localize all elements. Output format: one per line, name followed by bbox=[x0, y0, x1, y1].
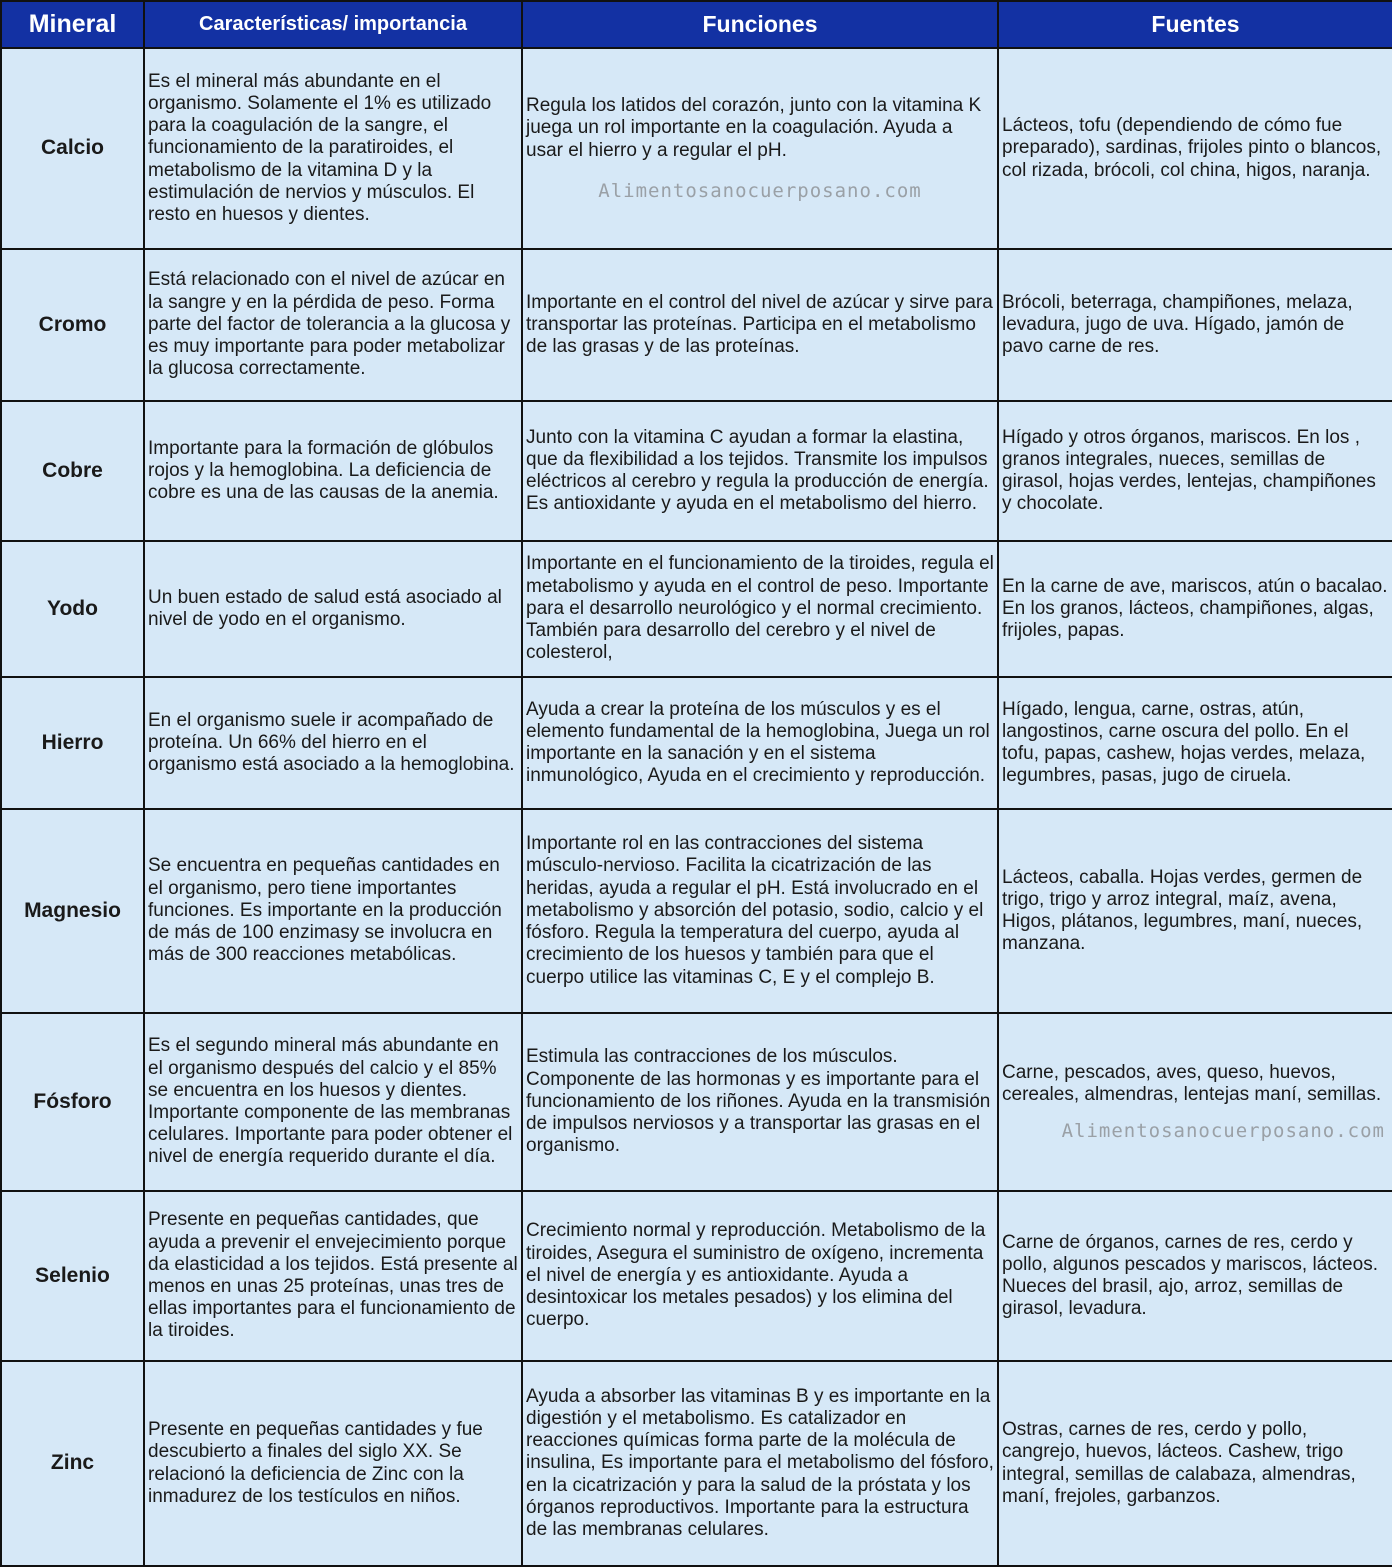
mineral-cell bbox=[1, 541, 144, 677]
funciones-cell bbox=[522, 1191, 998, 1361]
header-fuentes: Fuentes bbox=[998, 1, 1392, 48]
mineral-cell bbox=[1, 677, 144, 809]
mineral-name: Cromo bbox=[38, 312, 107, 336]
mineral-name: Cobre bbox=[42, 458, 103, 482]
caracteristicas-cell bbox=[144, 677, 522, 809]
caracteristicas-cell bbox=[144, 48, 522, 249]
funciones-cell bbox=[522, 1013, 998, 1191]
mineral-name: Yodo bbox=[47, 596, 98, 620]
caracteristicas-cell bbox=[144, 541, 522, 677]
fuentes-cell bbox=[998, 249, 1392, 401]
funciones-text: Importante en el control del nivel de azúcar y sirve para transportar las proteínas. Participa en el metabolismo de las grasas y de las proteínas. bbox=[526, 291, 993, 358]
fuentes-text: Carne, pescados, aves, queso, huevos, cereales, almendras, lentejas maní, semillas. bbox=[1002, 1061, 1382, 1105]
table-row bbox=[1, 48, 1392, 249]
header-caracteristicas: Características/ importancia bbox=[144, 1, 522, 48]
fuentes-cell bbox=[998, 1361, 1392, 1566]
funciones-cell bbox=[522, 249, 998, 401]
mineral-name: Zinc bbox=[50, 1451, 95, 1475]
mineral-cell bbox=[1, 1013, 144, 1191]
site-watermark: Alimentosanocuerposano.com bbox=[598, 179, 922, 202]
table-row bbox=[1, 1013, 1392, 1191]
fuentes-text: Hígado y otros órganos, mariscos. En los , granos integrales, nueces, semillas de girasol, hojas verdes, lentejas, champiñones y chocolate. bbox=[1002, 426, 1376, 515]
funciones-text: Estimula las contracciones de los músculos. Componente de las hormonas y es importante para el funcionamiento de los riñones. Ayuda en la transmisión de impulsos nerviosos y a transportar las grasas en el organismo. bbox=[526, 1046, 991, 1157]
table-row bbox=[1, 541, 1392, 677]
funciones-text: Ayuda a crear la proteína de los músculos y es el elemento fundamental de la hemoglobina, Juega un rol importante en la sanación y en el sistema inmunológico, Ayuda en el crecimiento y reproducción. bbox=[526, 698, 990, 787]
mineral-cell bbox=[1, 249, 144, 401]
caracteristicas-text: Importante para la formación de glóbulos rojos y la hemoglobina. La deficiencia de cobre es una de las causas de la anemia. bbox=[148, 437, 499, 504]
mineral-cell bbox=[1, 48, 144, 249]
funciones-cell bbox=[522, 1361, 998, 1566]
table-header bbox=[1, 1, 1392, 48]
table-row bbox=[1, 809, 1392, 1013]
fuentes-cell bbox=[998, 1191, 1392, 1361]
mineral-name: Selenio bbox=[35, 1263, 110, 1287]
fuentes-text: Ostras, carnes de res, cerdo y pollo, cangrejo, huevos, lácteos. Cashew, trigo integral, semillas de calabaza, almendras, maní, frejoles, garbanzos. bbox=[1002, 1419, 1356, 1507]
caracteristicas-text: Es el segundo mineral más abundante en el organismo después del calcio y el 85% se encuentra en los huesos y dientes. Importante componente de las membranas celulares. Importante para poder obtener el nivel de energía requerido durante el día. bbox=[148, 1035, 513, 1168]
fuentes-text: En la carne de ave, mariscos, atún o bacalao. En los granos, lácteos, champiñones, algas, frijoles, papas. bbox=[1002, 575, 1388, 642]
header-funciones: Funciones bbox=[522, 1, 998, 48]
fuentes-cell bbox=[998, 48, 1392, 249]
caracteristicas-text: Presente en pequeñas cantidades, que ayuda a prevenir el envejecimiento porque da elasticidad a los tejidos. Está presente al menos en unas 25 proteínas, unas tres de ellas importantes para el funcionamiento de la tiroides. bbox=[148, 1209, 518, 1342]
caracteristicas-cell bbox=[144, 1013, 522, 1191]
fuentes-cell bbox=[998, 677, 1392, 809]
funciones-cell bbox=[522, 48, 998, 249]
mineral-name: Hierro bbox=[41, 730, 104, 754]
fuentes-cell bbox=[998, 541, 1392, 677]
mineral-cell bbox=[1, 1191, 144, 1361]
mineral-cell bbox=[1, 1361, 144, 1566]
caracteristicas-text: Es el mineral más abundante en el organismo. Solamente el 1% es utilizado para la coagulación de la sangre, el funcionamiento de la paratiroides, el metabolismo de la vitamina D y la estimulación de nervios y músculos. El resto en huesos y dientes. bbox=[148, 70, 492, 226]
fuentes-text: Hígado, lengua, carne, ostras, atún, langostinos, carne oscura del pollo. En el tofu, papas, cashew, hojas verdes, melaza, legumbres, pasas, jugo de ciruela. bbox=[1002, 698, 1366, 787]
fuentes-cell bbox=[998, 1013, 1392, 1191]
funciones-cell bbox=[522, 677, 998, 809]
fuentes-text: Brócoli, beterraga, champiñones, melaza, levadura, jugo de uva. Hígado, jamón de pavo carne de res. bbox=[1002, 291, 1353, 358]
fuentes-text: Carne de órganos, carnes de res, cerdo y pollo, algunos pescados y mariscos, lácteos. Nueces del brasil, ajo, arroz, semillas de girasol, levadura. bbox=[1002, 1231, 1378, 1320]
table-row bbox=[1, 1361, 1392, 1566]
funciones-cell bbox=[522, 541, 998, 677]
funciones-cell bbox=[522, 809, 998, 1013]
funciones-text: Regula los latidos del corazón, junto con la vitamina K juega un rol importante en la coagulación. Ayuda a usar el hierro y a regular el pH. bbox=[526, 95, 982, 161]
funciones-text: Importante en el funcionamiento de la tiroides, regula el metabolismo y ayuda en el control de peso. Importante para el desarrollo neurológico y el normal crecimiento. También para desarrollo del cerebro y el nivel de colesterol, bbox=[526, 553, 994, 664]
caracteristicas-cell bbox=[144, 249, 522, 401]
table-row bbox=[1, 677, 1392, 809]
mineral-name: Calcio bbox=[40, 136, 105, 160]
header-mineral: Mineral bbox=[1, 1, 144, 48]
caracteristicas-cell bbox=[144, 1361, 522, 1566]
fuentes-cell bbox=[998, 401, 1392, 541]
caracteristicas-text: Se encuentra en pequeñas cantidades en el organismo, pero tiene importantes funciones. Es importante en la producción de más de 100 enzimasy se involucra en más de 300 reacciones metabólicas. bbox=[148, 855, 502, 966]
caracteristicas-text: En el organismo suele ir acompañado de proteína. Un 66% del hierro en el organismo está asociado a la hemoglobina. bbox=[148, 709, 515, 776]
funciones-text: Ayuda a absorber las vitaminas B y es importante en la digestión y el metabolismo. Es catalizador en reacciones químicas forma parte de la molécula de insulina, Es importante para el metabolismo del fósforo, en la cicatrización y para la salud de la próstata y los órganos reproductivos. Importante para la estructura de las membranas celulares. bbox=[526, 1385, 994, 1541]
fuentes-text: Lácteos, tofu (dependiendo de cómo fue preparado), sardinas, frijoles pinto o blancos, col rizada, brócoli, col china, higos, naranja. bbox=[1002, 115, 1382, 181]
caracteristicas-cell bbox=[144, 1191, 522, 1361]
caracteristicas-text: Presente en pequeñas cantidades y fue descubierto a finales del siglo XX. Se relacionó la deficiencia de Zinc con la inmadurez de los testículos en niños. bbox=[148, 1419, 483, 1507]
mineral-cell bbox=[1, 809, 144, 1013]
caracteristicas-text: Un buen estado de salud está asociado al nivel de yodo en el organismo. bbox=[148, 586, 502, 630]
table-row bbox=[1, 401, 1392, 541]
caracteristicas-cell bbox=[144, 401, 522, 541]
mineral-name: Fósforo bbox=[33, 1089, 112, 1113]
funciones-cell bbox=[522, 401, 998, 541]
table-row bbox=[1, 249, 1392, 401]
funciones-text: Importante rol en las contracciones del sistema músculo-nervioso. Facilita la cicatrización de las heridas, ayuda a regular el pH. Está involucrado en el metabolismo y absorción del potasio, sodio, calcio y el fósforo. Regula la temperatura del cuerpo, ayuda al crecimiento de los huesos y también para que el cuerpo utilice las vitaminas C, E y el complejo B. bbox=[526, 833, 984, 988]
table-row bbox=[1, 1191, 1392, 1361]
header-row bbox=[1, 1, 1392, 48]
funciones-text: Crecimiento normal y reproducción. Metabolismo de la tiroides, Asegura el suministro de oxígeno, incrementa el nivel de energía y es antioxidante. Ayuda a desintoxicar los metales pesados) y los elimina del cuerpo. bbox=[526, 1220, 986, 1331]
mineral-table-body bbox=[1, 48, 1392, 1566]
fuentes-text: Lácteos, caballa. Hojas verdes, germen de trigo, trigo y arroz integral, maíz, avena, Higos, plátanos, legumbres, maní, nueces, manzana. bbox=[1002, 866, 1363, 955]
caracteristicas-text: Está relacionado con el nivel de azúcar en la sangre y en la pérdida de peso. Forma parte del factor de tolerancia a la glucosa y es muy importante para poder metabolizar la glucosa correctamente. bbox=[148, 269, 511, 380]
funciones-text: Junto con la vitamina C ayudan a formar la elastina, que da flexibilidad a los tejidos. Transmite los impulsos eléctricos al cerebro y regula la producción de energía. Es antioxidante y ayuda en el metabolismo del hierro. bbox=[526, 426, 989, 515]
fuentes-cell bbox=[998, 809, 1392, 1013]
mineral-cell bbox=[1, 401, 144, 541]
site-watermark: Alimentosanocuerposano.com bbox=[1061, 1120, 1385, 1143]
caracteristicas-cell bbox=[144, 809, 522, 1013]
mineral-name: Magnesio bbox=[24, 898, 121, 922]
